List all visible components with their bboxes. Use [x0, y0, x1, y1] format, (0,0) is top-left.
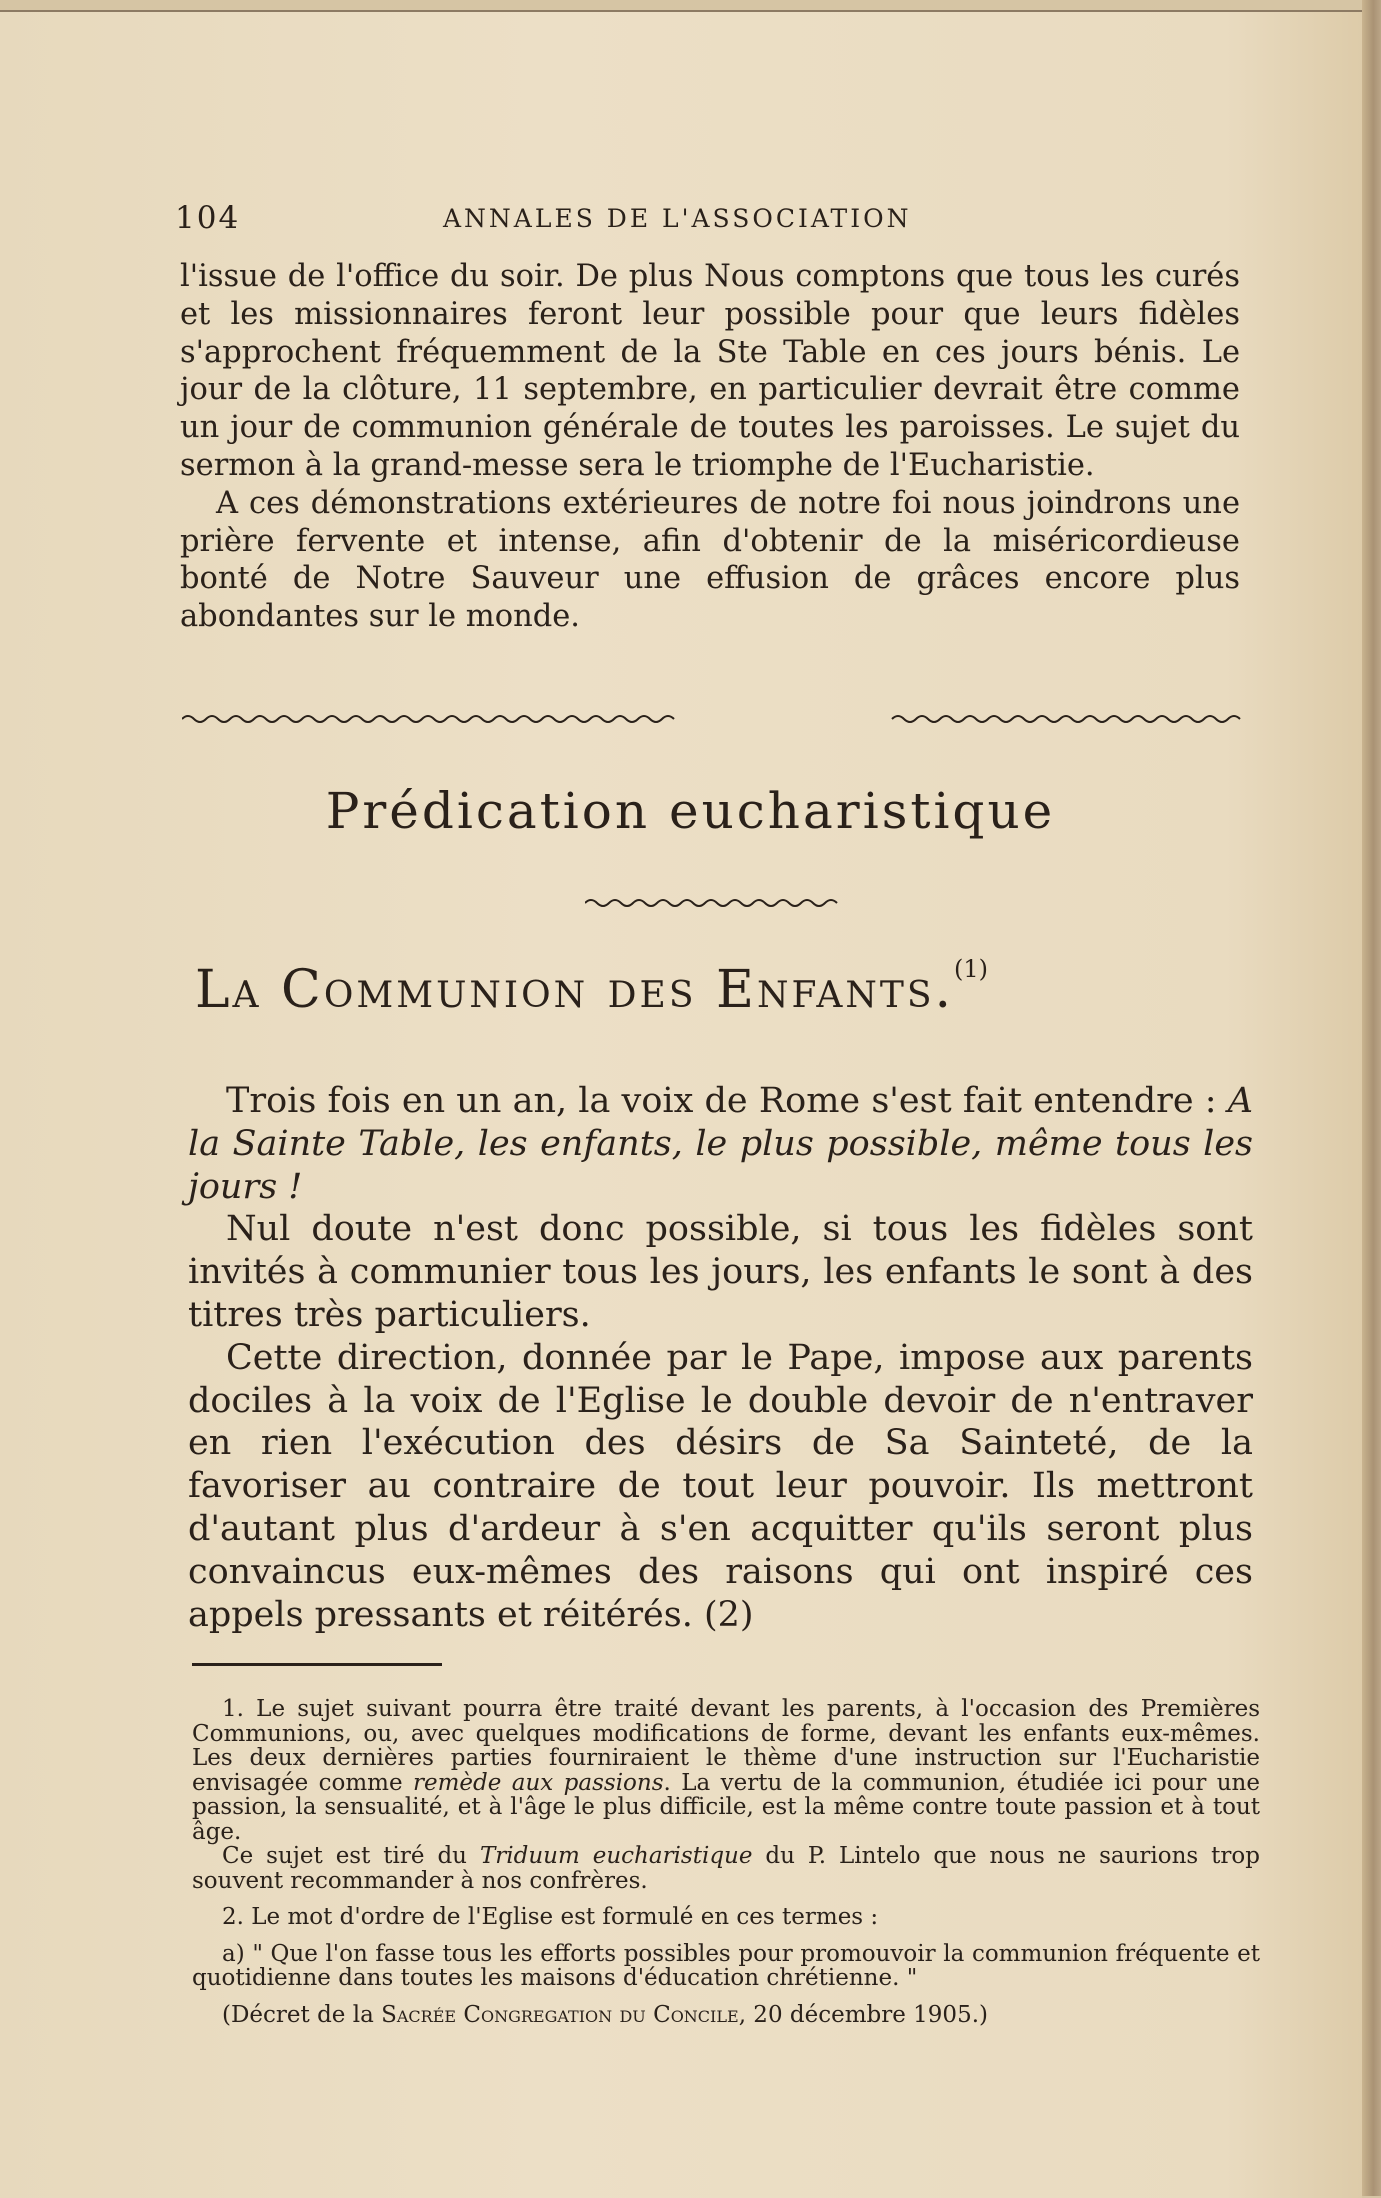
- footnote-text: Ce sujet est tiré du: [222, 1843, 480, 1869]
- body-intro: Trois fois en un an, la voix de Rome s'est fait entendre :: [226, 1081, 1228, 1121]
- footnote-text: . La vertu de la communion, étudiée ici pour une passion, la sensualité, et à l'âge le plus difficile, est la même contre toute passion et à tout âge.: [192, 1769, 1260, 1845]
- continued-paragraph: l'issue de l'office du soir. De plus Nous comptons que tous les curés et les missionnaires feront leur possible pour que leurs fidèles s'approchent fréquemment de la Ste Table en ces jours bénis. Le jour de la clôture, 11 septembre, en particulier devrait être comme un jour de communion générale de toutes les paroisses. Le sujet du sermon à la grand-messe sera le triomphe de l'Eucharistie.: [180, 259, 1240, 483]
- footnotes: [192, 1697, 1260, 2027]
- footnote-smallcaps: Sacrée Congregation du Concile: [381, 2001, 739, 2028]
- body-paragraph: Cette direction, donnée par le Pape, impose aux parents dociles à la voix de l'Eglise le double devoir de n'entraver en rien l'exécution des désirs de Sa Sainteté, de la favoriser au contraire de tout leur pouvoir. Ils mettront d'autant plus d'ardeur à s'en acquitter qu'ils seront plus convaincus eux-mêmes des raisons qui ont inspiré ces appels pressants et réitérés. (2): [188, 1337, 1253, 1635]
- footnote-1-cont: [192, 1844, 1260, 1893]
- article-body: [188, 1080, 1253, 1636]
- section-title: Prédication eucharistique: [325, 782, 1056, 840]
- footnote-italic: remède aux passions: [413, 1769, 664, 1796]
- footnote-1: [192, 1697, 1260, 1844]
- footnote-text: 1. Le sujet suivant pourra être traité devant les parents, à l'occasion des Premières Communions, ou, avec quelques modifications de forme, devant les enfants eux-mêmes. Les deux dernières parties fourniraient le thème d'une instruction sur l'Eucharistie envisagée comme: [192, 1696, 1260, 1796]
- footnote-text: , 20 décembre 1905.): [738, 2001, 988, 2028]
- footnote-ref: (1): [954, 955, 989, 983]
- article-title-text: La Communion des Enfants.: [195, 960, 955, 1020]
- page-number: 104: [175, 200, 241, 236]
- body-paragraph: [188, 1080, 1253, 1208]
- body-paragraph: Nul doute n'est donc possible, si tous les fidèles sont invités à communier tous les jours, les enfants le sont à des titres très particuliers.: [188, 1209, 1253, 1335]
- footnote-2-citation: [192, 2003, 1260, 2028]
- page-edge: [1362, 0, 1381, 2196]
- footnote-text: (Décret de la: [222, 2001, 382, 2028]
- footnote-2: 2. Le mot d'ordre de l'Eglise est formulé en ces termes :: [222, 1904, 879, 1930]
- running-title: ANNALES DE L'ASSOCIATION: [443, 204, 912, 233]
- page-header: [175, 200, 1245, 240]
- continued-paragraph: A ces démonstrations extérieures de notre foi nous joindrons une prière fervente et intense, afin d'obtenir de la miséricordieuse bonté de Notre Sauveur une effusion de grâces encore plus abondantes sur le monde.: [180, 485, 1240, 635]
- body-quote: A la Sainte Table, les enfants, le plus possible, même tous les jours !: [188, 1081, 1253, 1207]
- article-title: [195, 955, 1255, 1020]
- footnote-2a: a) " Que l'on fasse tous les efforts possibles pour promouvoir la communion fréquente et quotidienne dans toutes les maisons d'éducation chrétienne. ": [192, 1940, 1260, 1991]
- footnote-rule: [192, 1663, 442, 1666]
- wavy-divider: [182, 712, 1242, 726]
- footnote-text: du P. Lintelo que nous ne saurions trop souvent recommander à nos confrères.: [192, 1843, 1260, 1894]
- wavy-divider-small: [585, 896, 845, 910]
- footnote-italic: Triduum eucharistique: [479, 1843, 753, 1869]
- continued-text: [180, 258, 1240, 636]
